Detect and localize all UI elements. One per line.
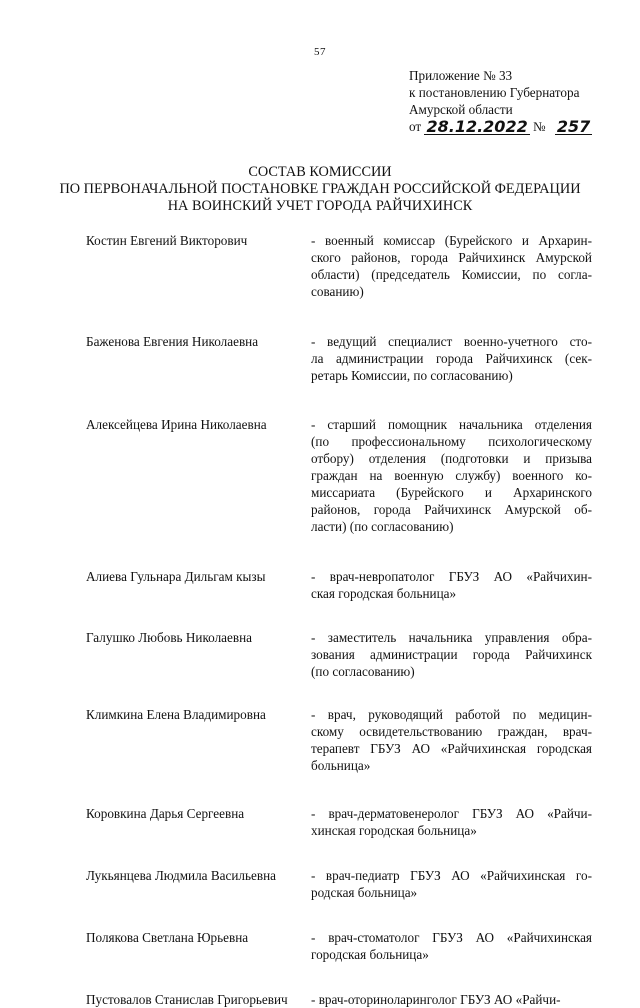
member-role-line: - врач-стоматолог ГБУЗ АО «Райчихинская: [311, 930, 592, 945]
member-role-line: - ведущий специалист военно-учетного сто-: [311, 334, 592, 349]
member-name: Лукьянцева Людмила Васильевна: [86, 868, 276, 883]
member-role-line: (по согласованию): [311, 664, 415, 679]
member-name: Коровкина Дарья Сергеевна: [86, 806, 245, 821]
member-role: [311, 706, 592, 774]
member-row: [86, 416, 592, 535]
member-role: [311, 929, 592, 963]
member-role-line: ла администрации города Райчихинск (сек-: [311, 351, 592, 366]
appendix-block: [409, 67, 592, 135]
handwritten-date: 28.12.2022: [426, 117, 528, 136]
member-role-line: граждан на военную службу) военного ко-: [311, 468, 592, 483]
page-number: 57: [314, 46, 326, 58]
member-row: [86, 232, 592, 300]
member-role-line: хинская городская больница»: [311, 823, 477, 838]
handwritten-number: 257: [556, 117, 591, 136]
member-role-line: миссариата (Бурейского и Архаринского: [311, 485, 592, 500]
member-role: [311, 991, 592, 1008]
member-role: [311, 805, 592, 839]
member-row: [86, 991, 592, 1008]
member-role-line: отбору) отделения (подготовки и призыва: [311, 451, 592, 466]
appendix-line-1: Приложение № 33: [409, 68, 513, 83]
member-role-line: сованию): [311, 284, 364, 299]
title-line-2: ПО ПЕРВОНАЧАЛЬНОЙ ПОСТАНОВКЕ ГРАЖДАН РОССИЙСКОЙ ФЕДЕРАЦИИ: [59, 181, 581, 197]
member-role: [311, 867, 592, 901]
member-role-line: - врач-оториноларинголог ГБУЗ АО «Райчи-: [311, 992, 561, 1007]
member-row: [86, 706, 592, 774]
member-role-line: ского районов, города Райчихинск Амурской: [311, 250, 592, 265]
member-role-line: - врач-невропатолог ГБУЗ АО «Райчихин-: [311, 569, 592, 584]
member-row: [86, 867, 592, 901]
member-name: Климкина Елена Владимировна: [86, 707, 266, 722]
document-title: [0, 164, 640, 215]
member-name: Галушко Любовь Николаевна: [86, 630, 253, 645]
members-list: [86, 232, 592, 1008]
member-name: Алексейцева Ирина Николаевна: [86, 417, 267, 432]
member-role-line: терапевт ГБУЗ АО «Райчихинская городская: [311, 741, 592, 756]
member-role-line: скому освидетельствованию граждан, врач-: [311, 724, 592, 739]
member-role: [311, 629, 592, 680]
member-row: [86, 333, 592, 384]
member-role-line: городская больница»: [311, 947, 429, 962]
title-line-3: НА ВОИНСКИЙ УЧЕТ ГОРОДА РАЙЧИХИНСК: [167, 198, 473, 214]
member-role-line: - врач, руководящий работой по медицин-: [311, 707, 592, 722]
member-role-line: - военный комиссар (Бурейского и Архарин-: [311, 233, 592, 248]
member-row: [86, 929, 592, 963]
member-role-line: ская городская больница»: [311, 586, 457, 601]
member-role-line: больница»: [311, 758, 371, 773]
appendix-date-line: [409, 118, 592, 135]
member-row: [86, 568, 592, 602]
member-name: Полякова Светлана Юрьевна: [86, 930, 249, 945]
member-role-line: - старший помощник начальника отделения: [311, 417, 592, 432]
member-name: Пустовалов Станислав Григорьевич: [86, 992, 288, 1007]
member-role-line: области) (председатель Комиссии, по согла-: [311, 267, 592, 282]
appendix-line-2: к постановлению Губернатора: [409, 85, 580, 100]
member-role-line: - врач-педиатр ГБУЗ АО «Райчихинская го-: [311, 868, 592, 883]
appendix-line-3: Амурской области: [409, 102, 513, 117]
number-prefix: №: [533, 119, 546, 134]
member-name: Костин Евгений Викторович: [86, 233, 248, 248]
member-row: [86, 629, 592, 680]
date-prefix: от: [409, 119, 422, 134]
member-name: Алиева Гульнара Дильгам кызы: [86, 569, 266, 584]
member-name: Баженова Евгения Николаевна: [86, 334, 259, 349]
member-role-line: (по профессиональному психологическому: [311, 434, 592, 449]
member-role: [311, 568, 592, 602]
member-role-line: - врач-дерматовенеролог ГБУЗ АО «Райчи-: [311, 806, 592, 821]
title-line-1: СОСТАВ КОМИССИИ: [248, 164, 392, 180]
member-row: [86, 805, 592, 839]
member-role-line: - заместитель начальника управления обра-: [311, 630, 592, 645]
member-role-line: ласти) (по согласованию): [311, 519, 454, 534]
member-role-line: зования администрации города Райчихинск: [311, 647, 592, 662]
member-role: [311, 416, 592, 535]
member-role: [311, 333, 592, 384]
member-role-line: ретарь Комиссии, по согласованию): [311, 368, 513, 383]
member-role-line: родская больница»: [311, 885, 418, 900]
member-role: [311, 232, 592, 300]
member-role-line: районов, города Райчихинск Амурской об-: [311, 502, 592, 517]
